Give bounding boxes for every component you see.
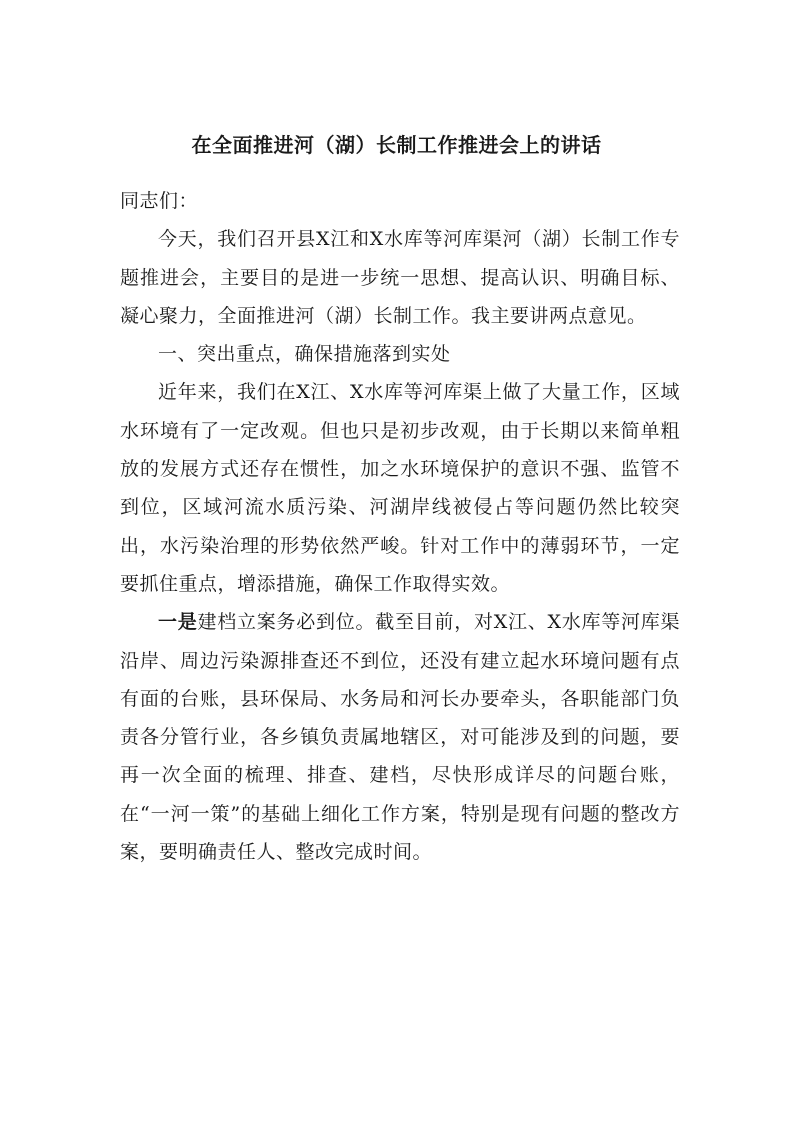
intro-paragraph: 今天，我们召开县X江和X水库等河库渠河（湖）长制工作专题推进会，主要目的是进一步统一思想、提高认识、明确目标、凝心聚力，全面推进河（湖）长制工作。我主要讲两点意见。 bbox=[120, 228, 680, 327]
section-heading: 一、突出重点，确保措施落到实处 bbox=[158, 343, 451, 366]
section-paragraph: 近年来，我们在X江、X水库等河库渠上做了大量工作，区域水环境有了一定改观。但也只是初步改观，由于长期以来简单粗放的发展方式还存在惯性，加之水环境保护的意识不强、监管不到位，区域河流水质污染、河湖岸线被侵占等问题仍然比较突出，水污染治理的形势依然严峻。针对工作中的薄弱环节，一定要抓住重点，增添措施，确保工作取得实效。 bbox=[120, 381, 680, 595]
point-paragraph bbox=[120, 603, 680, 871]
document-title: 在全面推进河（湖）长制工作推进会上的讲话 bbox=[191, 133, 602, 157]
document-body bbox=[120, 182, 680, 871]
salutation: 同志们： bbox=[120, 190, 199, 212]
point-lead: 一是 bbox=[158, 611, 198, 634]
point-body: 建档立案务必到位。截至目前，对X江、X水库等河库渠沿岸、周边污染源排查还不到位，还没有建立起水环境问题有点有面的台账，县环保局、水务局和河长办要牵头，各职能部门负责各分管行业，各乡镇负责属地辖区，对可能涉及到的问题，要再一次全面的梳理、排查、建档，尽快形成详尽的问题台账，在“一河一策”的基础上细化工作方案，特别是现有问题的整改方案，要明确责任人、整改完成时间。 bbox=[120, 611, 680, 864]
